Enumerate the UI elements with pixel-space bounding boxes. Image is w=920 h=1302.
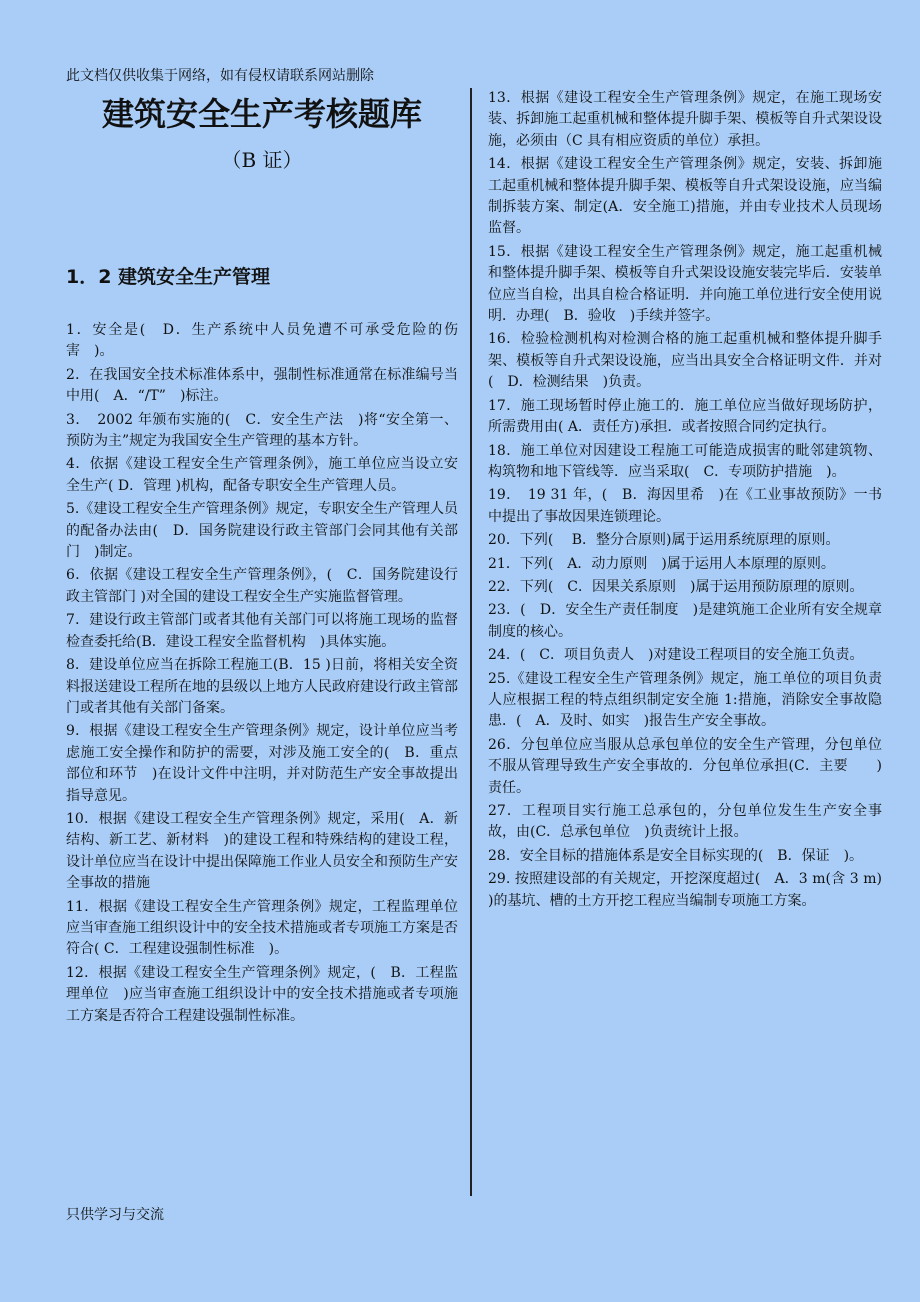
question-item: 19． 19 31 年，( B．海因里希 )在《工业事故预防》一书中提出了事故因果连锁理论。 xyxy=(488,487,882,525)
question-item: 8．建设单位应当在拆除工程施工(B．15 )日前，将相关安全资料报送建设工程所在地的县级以上地方人民政府建设行政主管部门或者其他有关部门备案。 xyxy=(66,657,458,716)
section-title: 1．2 建筑安全生产管理 xyxy=(66,266,271,288)
question-item: 21．下列( A．动力原则 )属于运用人本原理的原则。 xyxy=(488,555,835,572)
document-title: 建筑安全生产考核题库 xyxy=(101,95,422,133)
question-item: 4．依据《建设工程安全生产管理条例》，施工单位应当设立安全生产( D．管理 )机构，配备专职安全生产管理人员。 xyxy=(66,456,458,494)
question-item: 7．建设行政主管部门或者其他有关部门可以将施工现场的监督检查委托给(B．建设工程安全监督机构 )具体实施。 xyxy=(66,612,458,650)
question-item: 18．施工单位对因建设工程施工可能造成损害的毗邻建筑物、构筑物和地下管线等．应当采取( C．专项防护措施 )。 xyxy=(488,442,882,480)
question-item: 12．根据《建设工程安全生产管理条例》规定，( B．工程监理单位 )应当审查施工组织设计中的安全技术措施或者专项施工方案是否符合工程建设强制性标准。 xyxy=(66,964,458,1024)
question-item: 2．在我国安全技术标准体系中，强制性标准通常在标准编号当中用( A．“/T” )标注。 xyxy=(66,366,458,405)
question-item: 6．依据《建设工程安全生产管理条例》，( C．国务院建设行政主管部门 )对全国的建设工程安全生产实施监督管理。 xyxy=(66,567,458,605)
question-item: 14．根据《建设工程安全生产管理条例》规定，安装、拆卸施工起重机械和整体提升脚手架、模板等自升式架设设施，应当编制拆装方案、制定(A．安全施工)措施，并由专业技术人员现场监督。 xyxy=(488,156,882,237)
question-item: 28．安全目标的措施体系是安全目标实现的( B．保证 )。 xyxy=(488,847,864,864)
question-item: 24．( C．项目负责人 )对建设工程项目的安全施工负责。 xyxy=(488,647,864,664)
question-item: 1．安全是( D．生产系统中人员免遭不可承受危险的伤害 )。 xyxy=(66,322,458,360)
question-item: 13．根据《建设工程安全生产管理条例》规定，在施工现场安装、拆卸施工起重机械和整体提升脚手架、模板等自升式架设设施，必须由（C 具有相应资质的单位）承担。 xyxy=(488,90,882,149)
question-item: 5.《建设工程安全生产管理条例》规定，专职安全生产管理人员的配备办法由( D．国务院建设行政主管部门会同其他有关部门 )制定。 xyxy=(66,501,458,561)
question-item: 23．( D．安全生产责任制度 )是建筑施工企业所有安全规章制度的核心。 xyxy=(488,602,882,640)
column-divider xyxy=(470,88,472,1196)
question-item: 27．工程项目实行施工总承包的，分包单位发生生产安全事故，由(C．总承包单位 )负责统计上报。 xyxy=(488,803,882,841)
question-item: 22．下列( C．因果关系原则 )属于运用预防原理的原则。 xyxy=(488,578,864,595)
question-item: 10．根据《建设工程安全生产管理条例》规定，采用( A．新结构、新工艺、新材料 )的建设工程和特殊结构的建设工程，设计单位应当在设计中提出保障施工作业人员安全和预防生产安全事故的措施 xyxy=(66,810,458,892)
question-item: 11．根据《建设工程安全生产管理条例》规定，工程监理单位应当审查施工组织设计中的安全技术措施或者专项施工方案是否符合( C．工程建设强制性标准 )。 xyxy=(66,898,458,958)
question-item: 16．检验检测机构对检测合格的施工起重机械和整体提升脚手架、模板等自升式架设设施，应当出具安全合格证明文件．并对( D．检测结果 )负责。 xyxy=(488,331,882,391)
left-column xyxy=(66,320,458,1029)
question-item: 3． 2002 年颁布实施的( C．安全生产法 )将“安全第一、预防为主”规定为我国安全生产管理的基本方针。 xyxy=(66,411,458,450)
question-item: 26．分包单位应当服从总承包单位的安全生产管理，分包单位不服从管理导致生产安全事故的．分包单位承担(C．主要 )责任。 xyxy=(488,736,882,796)
footer-note: 只供学习与交流 xyxy=(66,1207,164,1223)
question-item: 20．下列( B．整分合原则)属于运用系统原理的原则。 xyxy=(488,532,840,549)
question-item: 9．根据《建设工程安全生产管理条例》规定，设计单位应当考虑施工安全操作和防护的需要，对涉及施工安全的( B．重点部位和环节 )在设计文件中注明，并对防范生产安全事故提出指导意见。 xyxy=(66,723,458,804)
question-item: 17．施工现场暂时停止施工的．施工单位应当做好现场防护，所需费用由( A．责任方)承担．或者按照合同约定执行。 xyxy=(488,397,882,436)
question-item: 29. 按照建设部的有关规定，开挖深度超过( A．3 m(含 3 m) )的基坑、槽的土方开挖工程应当编制专项施工方案。 xyxy=(488,871,896,909)
header-disclaimer: 此文档仅供收集于网络，如有侵权请联系网站删除 xyxy=(66,68,374,84)
document-subtitle: （B 证） xyxy=(221,148,303,172)
question-item: 25.《建设工程安全生产管理条例》规定，施工单位的项目负责人应根据工程的特点组织制定安全施 1:措施，消除安全事故隐患．( A．及时、如实 )报告生产安全事故。 xyxy=(488,670,882,730)
right-column xyxy=(488,88,896,914)
question-item: 15．根据《建设工程安全生产管理条例》规定，施工起重机械和整体提升脚手架、模板等自升式架设设施安装完毕后．安装单位应当自检，出具自检合格证明．并向施工单位进行安全使用说明．办理( B．验收 )手续并签字。 xyxy=(488,243,882,325)
